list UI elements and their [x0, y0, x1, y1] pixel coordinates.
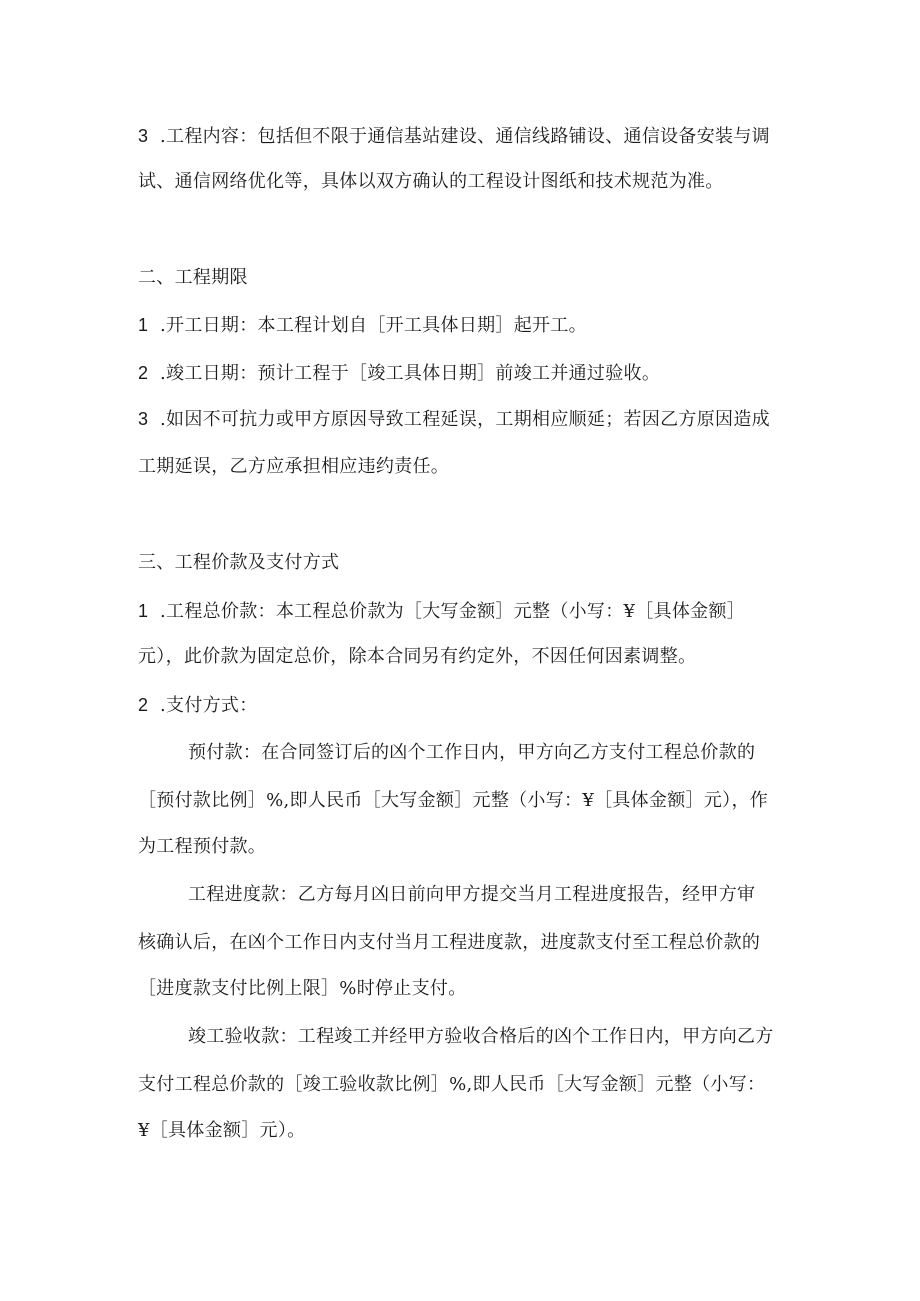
heading-text: 三、工程价款及支付方式 [138, 552, 340, 573]
paragraph-line [138, 407, 770, 432]
line-text: 试、通信网络优化等，具体以双方确认的工程设计图纸和技术规范为准。 [138, 171, 724, 192]
line-text: 为工程预付款。 [138, 836, 267, 857]
paragraph-line [138, 455, 449, 479]
item-number: 1 [138, 315, 149, 335]
paragraph-line [138, 1119, 305, 1143]
line-text: 工期延误，乙方应承担相应违约责任。 [138, 456, 450, 477]
section-heading [138, 551, 339, 575]
line-text: .如因不可抗力或甲方原因导致工程延误，工期相应顺延；若因乙方原因造成 [160, 409, 770, 430]
paragraph-line [138, 931, 760, 955]
paragraph-line [188, 883, 755, 907]
item-number: 1 [138, 601, 149, 621]
paragraph-line [138, 361, 660, 386]
line-text: ［预付款比例］%,即人民币［大写金额］元整（小写：¥［具体金额］元），作 [138, 790, 769, 811]
line-text: 元），此价款为固定总价，除本合同另有约定外，不因任何因素调整。 [138, 646, 697, 667]
paragraph-line [188, 741, 755, 765]
heading-text: 二、工程期限 [138, 267, 248, 288]
line-text: 核确认后，在凶个工作日内支付当月工程进度款，进度款支付至工程总价款的 [138, 932, 761, 953]
line-text: 预付款：在合同签订后的凶个工作日内，甲方向乙方支付工程总价款的 [188, 742, 756, 763]
line-text: 工程进度款：乙方每月凶日前向甲方提交当月工程进度报告，经甲方审 [188, 884, 756, 905]
line-text: ¥［具体金额］元）。 [138, 1120, 306, 1141]
line-text: 竣工验收款：工程竣工并经甲方验收合格后的凶个工作日内，甲方向乙方 [188, 1026, 774, 1047]
line-text: .竣工日期：预计工程于［竣工具体日期］前竣工并通过验收。 [160, 363, 661, 384]
paragraph-line [138, 1073, 765, 1097]
item-number: 2 [138, 695, 149, 715]
paragraph-line [188, 1025, 774, 1049]
paragraph-line [138, 599, 745, 624]
paragraph-line [138, 645, 696, 669]
line-text: .工程总价款：本工程总价款为［大写金额］元整（小写：¥［具体金额］ [160, 601, 746, 622]
line-text: .工程内容：包括但不限于通信基站建设、通信线路铺设、通信设备安装与调 [160, 126, 770, 147]
item-number: 3 [138, 409, 149, 429]
paragraph-line [138, 789, 768, 813]
line-text: 支付工程总价款的［竣工验收款比例］%,即人民币［大写金额］元整（小写： [138, 1074, 766, 1095]
paragraph-line [138, 693, 258, 718]
line-text: ［进度款支付比例上限］%时停止支付。 [138, 978, 467, 999]
paragraph-line [138, 835, 266, 859]
section-heading [138, 266, 248, 290]
line-text: .开工日期：本工程计划自［开工具体日期］起开工。 [160, 315, 587, 336]
paragraph-line [138, 313, 587, 338]
paragraph-line [138, 124, 770, 149]
paragraph-line [138, 977, 467, 1001]
item-number: 3 [138, 126, 149, 146]
paragraph-line [138, 170, 724, 194]
item-number: 2 [138, 363, 149, 383]
line-text: .支付方式： [160, 695, 258, 716]
